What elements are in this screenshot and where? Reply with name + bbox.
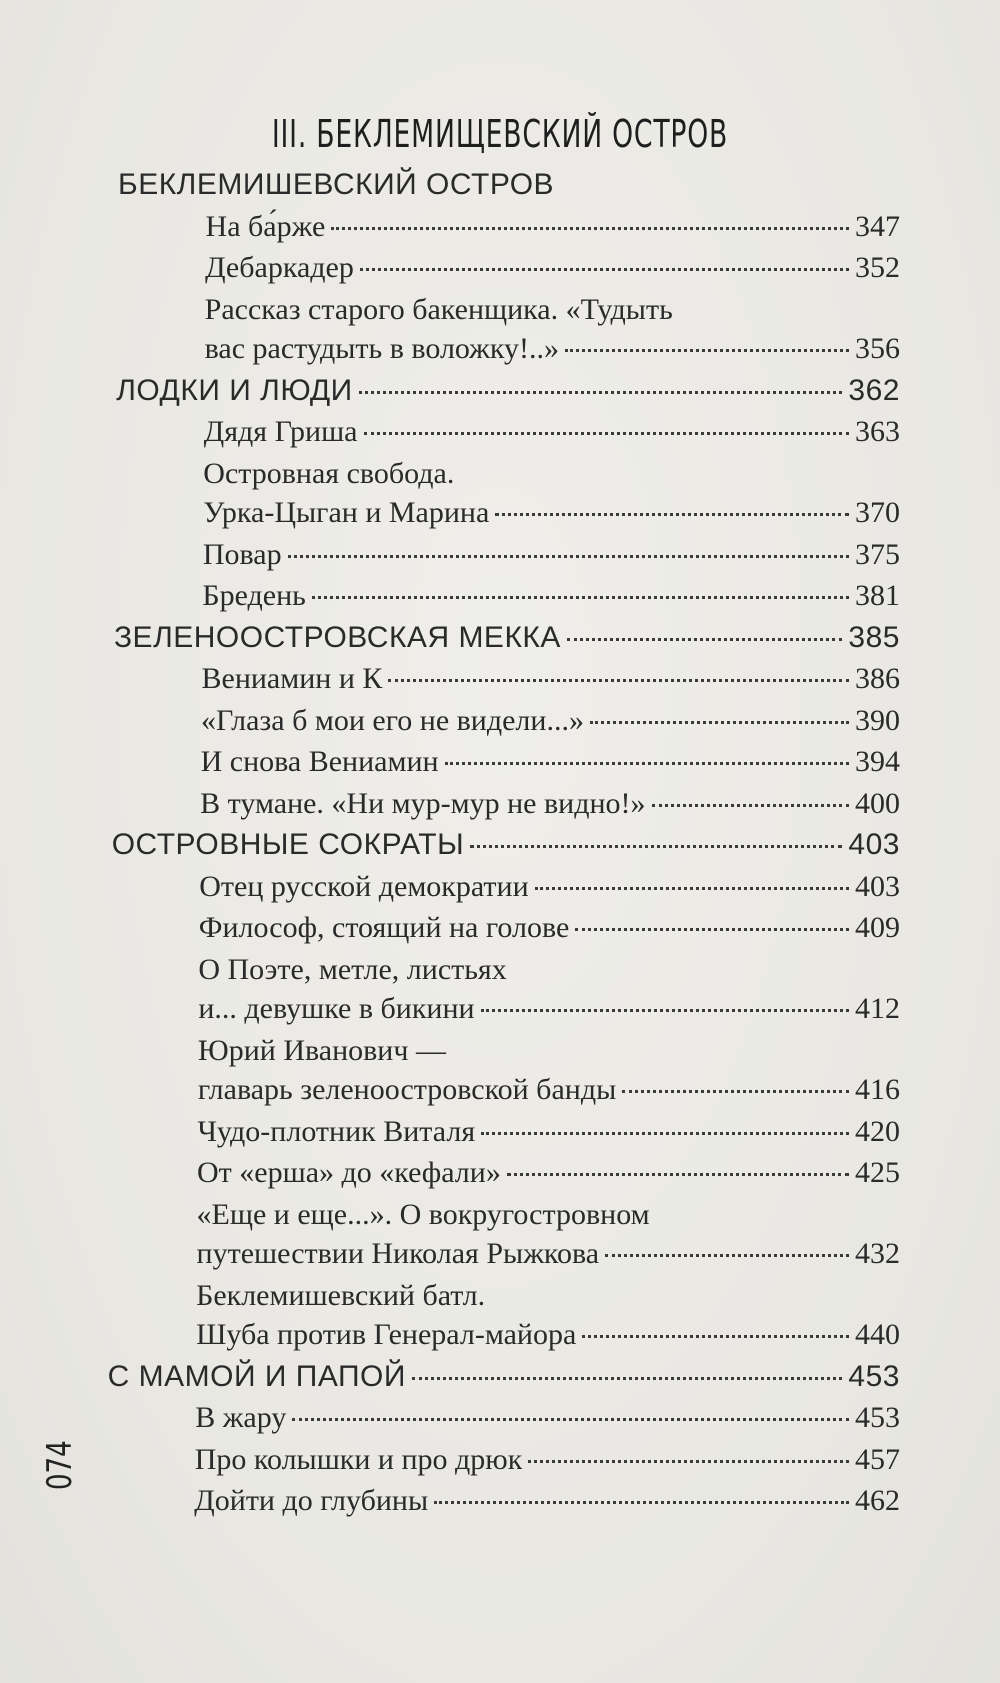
- toc-subsection-entry[interactable]: [202, 662, 901, 696]
- dot-leader: [388, 679, 849, 682]
- dot-leader: [495, 513, 849, 516]
- toc-subsection-entry[interactable]: [200, 787, 900, 821]
- toc-page-number: 440: [854, 1318, 900, 1351]
- toc-entry-title: ЗЕЛЕНООСТРОВСКАЯ МЕККА: [113, 620, 561, 654]
- toc-subsection-entry[interactable]: [199, 870, 900, 904]
- dot-leader: [567, 638, 843, 641]
- toc-page-number: 403: [855, 869, 900, 903]
- toc-subsection-entry[interactable]: [203, 538, 900, 572]
- dot-leader: [575, 928, 849, 931]
- toc-page-number: 412: [854, 992, 900, 1025]
- toc-page-number: 416: [854, 1073, 900, 1106]
- toc-entry-title: Вениамин и К: [201, 662, 383, 695]
- toc-entry-title: Шуба против Генерал-майора: [196, 1318, 577, 1351]
- toc-page-number: 420: [854, 1114, 900, 1148]
- toc-entry-title: вас растудыть в воложку!..»: [204, 332, 560, 365]
- toc-subsection-entry[interactable]: [199, 911, 900, 945]
- toc-page-number: 347: [854, 209, 900, 243]
- toc-entry-title: ОСТРОВНЫЕ СОКРАТЫ: [111, 828, 465, 861]
- toc-entry-title: В жару: [195, 1401, 287, 1434]
- dot-leader: [360, 268, 849, 271]
- toc-subsection-entry[interactable]: [206, 210, 900, 244]
- toc-entry-title: Философ, стоящий на голове: [198, 911, 570, 944]
- toc-entry-title: Дебаркадер: [205, 251, 354, 284]
- toc-page-number: 409: [854, 911, 900, 944]
- toc-subsection-entry[interactable]: [202, 579, 900, 613]
- dot-leader: [590, 721, 849, 724]
- toc-entry-title: Бредень: [202, 579, 306, 612]
- dot-leader: [582, 1335, 849, 1338]
- toc-section-entry[interactable]: [114, 621, 900, 655]
- toc-page-number: 386: [855, 662, 900, 695]
- toc-page-number: 381: [854, 579, 900, 612]
- dot-leader: [292, 1418, 849, 1421]
- page-number: 074: [40, 1440, 80, 1490]
- toc-subsection-entry[interactable]: [201, 704, 900, 738]
- dot-leader: [507, 1173, 849, 1176]
- toc-subsection-entry[interactable]: [205, 332, 900, 366]
- toc-page-number: 356: [854, 332, 900, 365]
- dot-leader: [288, 555, 849, 558]
- toc-page-number: 425: [855, 1156, 900, 1189]
- toc-entry-title-line1: Островная свобода.: [203, 456, 455, 490]
- toc-subsection-entry[interactable]: [205, 251, 900, 285]
- toc-subsection-entry[interactable]: [194, 1484, 900, 1518]
- toc-section-entry[interactable]: [116, 374, 900, 408]
- dot-leader: [331, 227, 849, 230]
- toc-page-number: 390: [854, 703, 900, 737]
- toc-subsection-entry[interactable]: [204, 415, 900, 449]
- dot-leader: [652, 804, 849, 807]
- toc-subsection-entry[interactable]: [195, 1401, 900, 1435]
- toc-entry-title: ЛОДКИ И ЛЮДИ: [116, 373, 353, 407]
- toc-page-number: 453: [854, 1401, 900, 1434]
- dot-leader: [565, 349, 849, 352]
- dot-leader: [605, 1254, 849, 1257]
- toc-entry-title: В тумане. «Ни мур-мур не видно!»: [200, 786, 646, 820]
- dot-leader: [445, 762, 849, 765]
- toc-subsection-entry[interactable]: [201, 745, 900, 779]
- toc-subsection-entry[interactable]: [198, 1073, 900, 1107]
- toc-subsection-entry[interactable]: [197, 1156, 900, 1190]
- toc-entry-title: И снова Вениамин: [200, 745, 439, 778]
- toc-entry-title-line1: Юрий Иванович —: [197, 1033, 446, 1067]
- dot-leader: [481, 1132, 849, 1135]
- toc-entry-title-line1: «Еще и еще...». О вокругостровном: [196, 1197, 650, 1231]
- toc-page-number: 462: [854, 1484, 900, 1517]
- toc-entry-title: и... девушке в бикини: [198, 992, 475, 1025]
- toc-page-number: 362: [848, 373, 900, 407]
- toc-entry-title: главарь зеленоостровской банды: [197, 1073, 617, 1106]
- toc-page-number: 352: [854, 251, 900, 284]
- toc-subsection-entry[interactable]: [197, 1115, 900, 1149]
- toc-entry-title: От «ерша» до «кефали»: [197, 1156, 501, 1189]
- dot-leader: [528, 1460, 849, 1463]
- toc-page-number: 400: [854, 786, 900, 820]
- toc-entry-title: Дядя Гриша: [203, 415, 358, 448]
- dot-leader: [622, 1090, 849, 1093]
- toc-entry-title: Урка-Цыган и Марина: [203, 496, 490, 529]
- toc-subsection-entry[interactable]: [195, 1443, 900, 1477]
- toc-subsection-entry[interactable]: [198, 992, 900, 1026]
- toc-entry-title-line1: О Поэте, метле, листьях: [198, 952, 507, 986]
- toc-page-number: 363: [855, 415, 900, 448]
- toc-section-entry[interactable]: [118, 168, 900, 202]
- toc-entry-title: БЕКЛЕМИШЕВСКИЙ ОСТРОВ: [118, 168, 555, 201]
- dot-leader: [434, 1501, 849, 1504]
- dot-leader: [364, 432, 850, 435]
- toc-entry-title: С МАМОЙ И ПАПОЙ: [107, 1359, 406, 1393]
- part-title: III. БЕКЛЕМИЩЕВСКИЙ ОСТРОВ: [271, 112, 729, 156]
- toc-section-entry[interactable]: [108, 1360, 900, 1394]
- toc-page-number: 453: [848, 1359, 900, 1393]
- toc-entry-title-line1: Рассказ старого бакенщика. «Тудыть: [204, 292, 673, 326]
- toc-page-number: 403: [848, 828, 900, 861]
- toc-entry-title: На ба́рже: [205, 209, 326, 243]
- toc-page-number: 370: [854, 496, 900, 529]
- toc-page-number: 432: [854, 1237, 900, 1270]
- dot-leader: [412, 1377, 842, 1380]
- dot-leader: [535, 887, 849, 890]
- toc-entry-title: Про колышки и про дрюк: [194, 1442, 523, 1476]
- dot-leader: [359, 391, 843, 394]
- dot-leader: [481, 1009, 849, 1012]
- dot-leader: [312, 596, 849, 599]
- toc-entry-title: Чудо-плотник Виталя: [197, 1114, 476, 1148]
- toc-page-number: 457: [855, 1442, 900, 1476]
- toc-entry-title: Повар: [202, 537, 282, 571]
- toc-section-entry[interactable]: [112, 828, 900, 862]
- toc-entry-title: «Глаза б мои его не видели...»: [201, 703, 584, 737]
- dot-leader: [470, 845, 842, 848]
- toc-entry-title: Отец русской демократии: [199, 869, 529, 903]
- toc-page-number: 375: [854, 537, 900, 571]
- toc-page-number: 385: [848, 620, 900, 654]
- toc-subsection-entry[interactable]: [203, 496, 900, 530]
- toc-subsection-entry[interactable]: [197, 1237, 900, 1271]
- toc-page-number: 394: [854, 745, 900, 778]
- toc-entry-title-line1: Беклемишевский батл.: [196, 1278, 486, 1312]
- toc-entry-title: Дойти до глубины: [194, 1484, 429, 1517]
- toc-subsection-entry[interactable]: [196, 1318, 900, 1352]
- toc-entry-title: путешествии Николая Рыжкова: [196, 1237, 600, 1270]
